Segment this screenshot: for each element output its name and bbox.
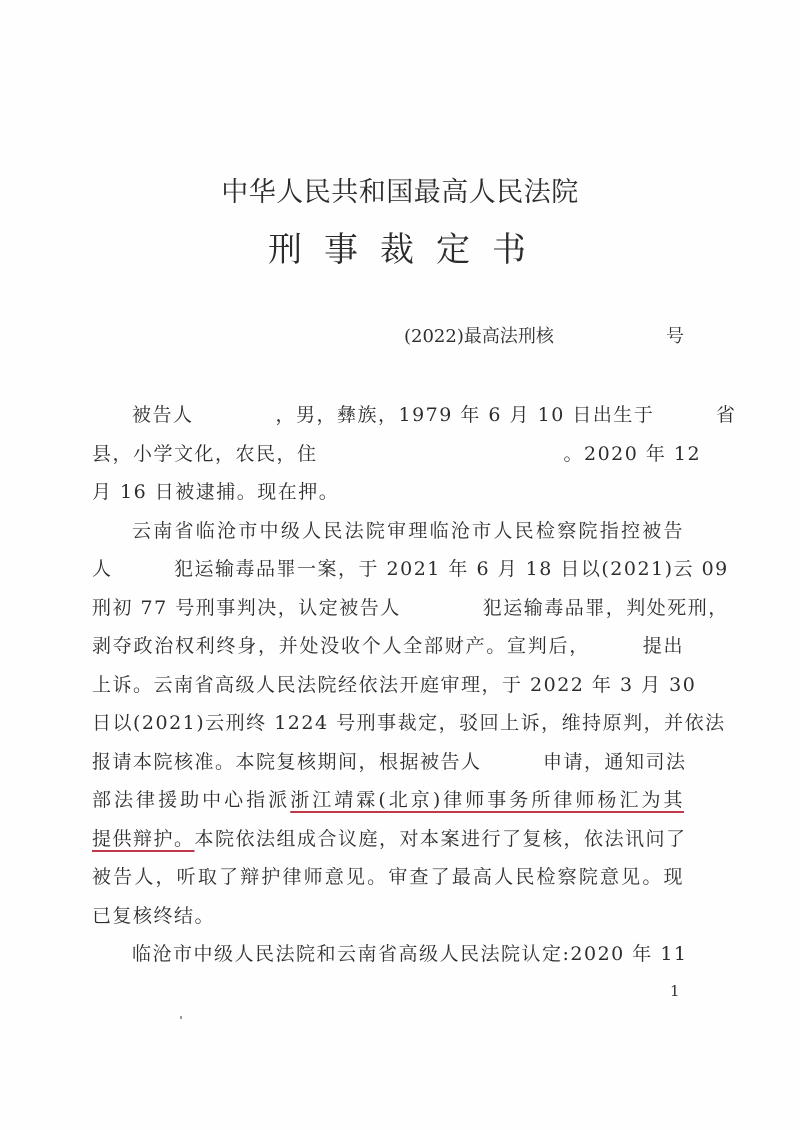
document-body — [92, 396, 737, 974]
text-line: 日以(2021)云刑终 1224 号刑事裁定，驳回上诉，维持原判，并依法 — [92, 712, 726, 734]
case-number — [404, 322, 684, 348]
case-number-prefix: (2022)最高法刑核 — [404, 326, 554, 347]
text-line: 报请本院核准。本院复核期间，根据被告人 申请，通知司法 — [92, 750, 687, 773]
text-line: 已复核终结。 — [92, 904, 216, 927]
text-line: 临沧市中级人民法院和云南省高级人民法院认定:2020 年 11 — [132, 943, 688, 965]
text-segment: 本院依法组成合议庭，对本案进行了复核，依法讯问了 — [194, 827, 687, 850]
text-line: 县，小学文化，农民，住 。2020 年 12 — [92, 442, 702, 465]
text-line: 被告人，听取了辩护律师意见。审查了最高人民检察院意见。现 — [92, 866, 684, 888]
text-line-with-highlight — [92, 781, 684, 820]
highlighted-defense-text: 提供辩护。 — [92, 827, 195, 850]
scan-artifact — [180, 1016, 182, 1019]
text-line: 上诉。云南省高级人民法院经依法开庭审理，于 2022 年 3 月 30 — [92, 673, 697, 696]
case-number-suffix: 号 — [666, 326, 684, 347]
text-line: 月 16 日被逮捕。现在押。 — [92, 481, 340, 503]
text-line: 云南省临沧市中级人民法院审理临沧市人民检察院指控被告 — [132, 519, 684, 542]
text-line: 刑初 77 号刑事判决，认定被告人 犯运输毒品罪，判处死刑， — [92, 596, 729, 619]
document-title: 刑事裁定书 — [268, 230, 548, 270]
text-line-with-highlight — [92, 820, 687, 859]
page-number: 1 — [670, 982, 680, 1000]
text-line: 被告人 ，男，彝族，1979 年 6 月 10 日出生于 省 — [132, 404, 737, 426]
highlighted-lawyer-text: 浙江靖霖(北京)律师事务所律师杨汇为其 — [290, 789, 684, 811]
text-line: 剥夺政治权利终身，并处没收个人全部财产。宣判后， 提出 — [92, 635, 684, 657]
text-line: 人 犯运输毒品罪一案，于 2021 年 6 月 18 日以(2021)云 09 — [92, 558, 729, 580]
text-segment: 部法律援助中心指派 — [92, 789, 291, 811]
court-name-heading: 中华人民共和国最高人民法院 — [221, 177, 579, 208]
